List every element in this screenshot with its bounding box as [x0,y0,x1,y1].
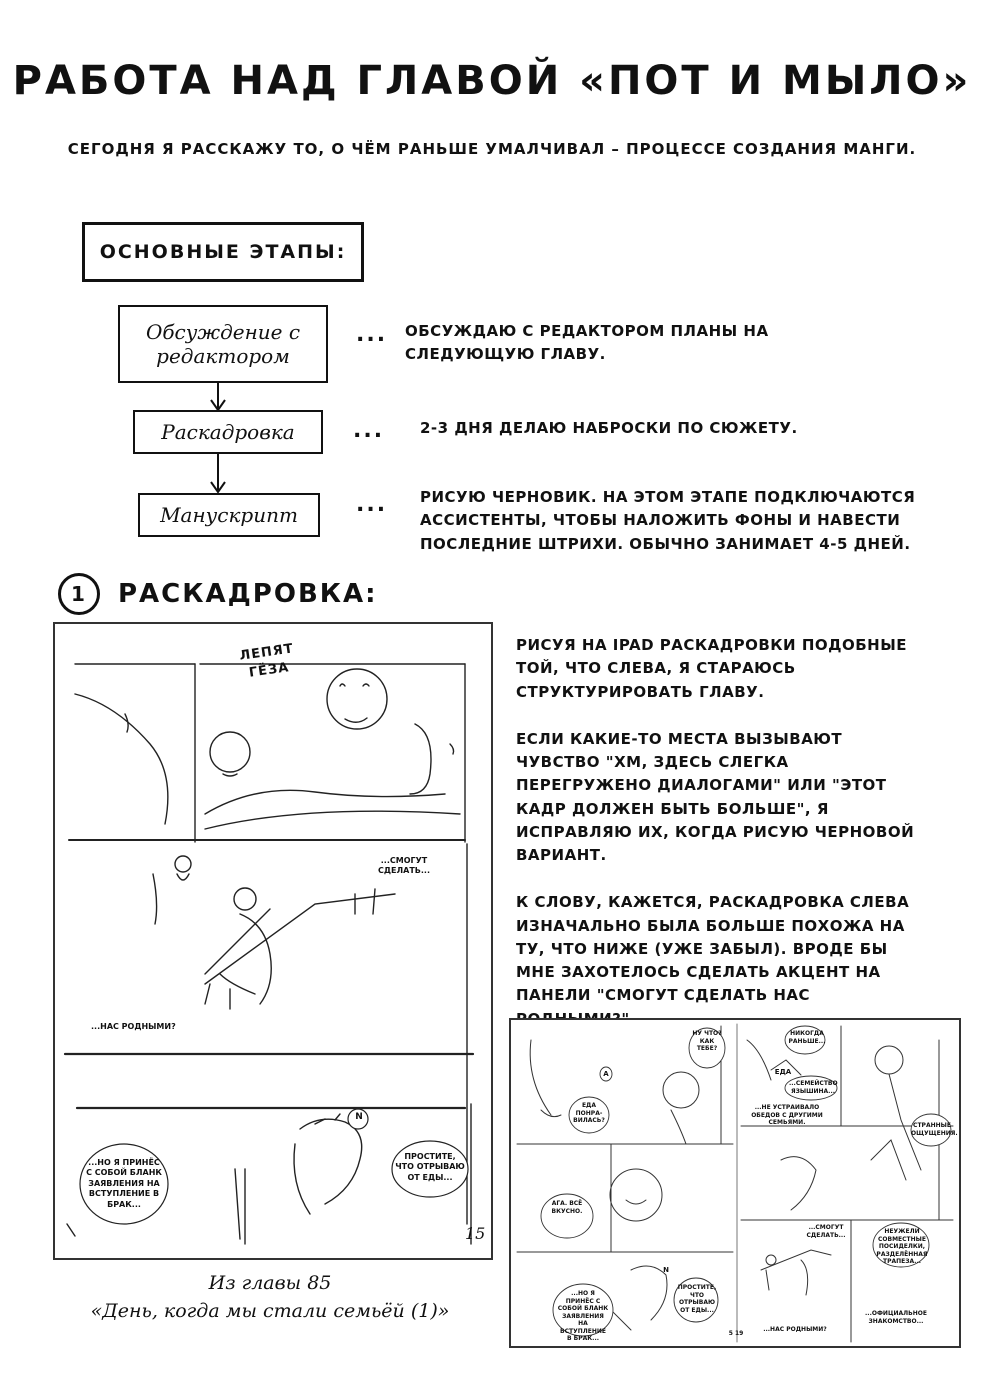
stage-manuscript-label: Манускрипт [160,503,298,527]
spread-bubble-8: ...СЕМЕЙСТВО ЯЗЫШИНА... [789,1080,838,1095]
section-number: 1 [71,582,87,606]
storyboard-bubble-4: ПРОСТИТЕ, ЧТО ОТРЫВАЮ ОТ ЕДЫ... [395,1152,465,1182]
stage-dots-2: ... [353,418,385,443]
spread-bubble-5: ПРОСТИТЕ, ЧТО ОТРЫВАЮ ОТ ЕДЫ... [677,1284,717,1314]
storyboard-page [53,622,493,1260]
storyboard-spread [509,1018,961,1348]
spread-bubble-13: НЕУЖЕЛИ СОВМЕСТНЫЕ ПОСИДЕЛКИ, РАЗДЕЛЁННАЯ ТРАПЕЗА... [876,1228,928,1265]
storyboard-bubble-2: ...НАС РОДНЫМИ? [91,1022,176,1031]
storyboard-letter: N [355,1112,363,1122]
desc-line: ОБСУЖДАЮ С РЕДАКТОРОМ ПЛАНЫ НА [405,322,769,340]
storyboard-sfx: ЛЕПЯТ ГЁЗА [238,641,295,681]
spread-bubble-10: СТРАННЫЕ ОЩУЩЕНИЯ. [911,1122,958,1137]
stage-storyboard-label: Раскадровка [161,420,295,444]
spread-letter-n: N [663,1266,669,1274]
spread-bubble-3: АГА. ВСЁ ВКУСНО. [551,1200,583,1215]
spread-letter-a: A [603,1070,609,1078]
section-heading [58,573,378,615]
desc-line: ПОСЛЕДНИЕ ШТРИХИ. ОБЫЧНО ЗАНИМАЕТ 4-5 ДНЕЙ. [420,534,911,553]
storyboard-bubble-1: ...СМОГУТ СДЕЛАТЬ... [378,856,430,876]
stage-storyboard-box [133,410,323,454]
stage-manuscript-box [138,493,320,537]
stage-discussion-box [118,305,328,383]
spread-bubble-11: ...СМОГУТ СДЕЛАТЬ... [806,1224,846,1239]
section-number-circle [58,573,100,615]
caption-line-2: «День, когда мы стали семьёй (1)» [90,1299,450,1322]
desc-line: СЛЕДУЮЩУЮ ГЛАВУ. [405,345,606,364]
stage-dots-3: ... [356,492,388,517]
stage-discussion-line2: редактором [156,344,290,368]
stages-heading: ОСНОВНЫЕ ЭТАПЫ: [99,241,347,263]
desc-line: РИСУЮ ЧЕРНОВИК. НА ЭТОМ ЭТАПЕ ПОДКЛЮЧАЮТСЯ [420,488,916,506]
spread-bubble-9: ...НЕ УСТРАИВАЛО ОБЕДОВ С ДРУГИМИ СЕМЬЯМИ. [751,1104,823,1126]
spread-bubble-2: ЕДА ПОНРА-ВИЛАСЬ? [573,1102,605,1124]
spread-bubble-14: ...ОФИЦИАЛЬНОЕ ЗНАКОМСТВО... [865,1310,927,1325]
side-explanation [516,634,926,1055]
storyboard-bubble-3: ...НО Я ПРИНЁС С СОБОЙ БЛАНК ЗАЯВЛЕНИЯ НА ВСТУПЛЕНИЕ В БРАК... [86,1158,162,1209]
stage-discussion-desc [405,320,769,367]
stage-manuscript-desc [420,486,915,556]
stage-storyboard-desc: 2-3 ДНЯ ДЕЛАЮ НАБРОСКИ ПО СЮЖЕТУ. [420,419,798,437]
storyboard-page-number: 15 [465,1224,486,1243]
spread-sfx-food: ЕДА [774,1068,792,1076]
side-paragraph-2: ЕСЛИ КАКИЕ-ТО МЕСТА ВЫЗЫВАЮТ ЧУВСТВО "ХМ, ЗДЕСЬ СЛЕГКА ПЕРЕГРУЖЕНО ДИАЛОГАМИ" ИЛИ "ЭТОТ КАДР ДОЛЖЕН БЫТЬ БОЛЬШЕ", Я ИСПРАВЛЯЮ ИХ, КОГДА РИСУЮ ЧЕРНОВОЙ ВАРИАНТ. [516,729,915,864]
desc-line: АССИСТЕНТЫ, ЧТОБЫ НАЛОЖИТЬ ФОНЫ И НАВЕСТИ [420,511,901,530]
spread-bubble-1: НУ ЧТО? КАК ТЕБЕ? [692,1030,722,1052]
section-title: РАСКАДРОВКА: [118,579,378,609]
spread-page-number: 5 19 [728,1330,744,1337]
page-subtitle: СЕГОДНЯ Я РАССКАЖУ ТО, О ЧЁМ РАНЬШЕ УМАЛЧИВАЛ – ПРОЦЕССЕ СОЗДАНИЯ МАНГИ. [67,140,917,158]
spread-bubble-4: ...НО Я ПРИНЁС С СОБОЙ БЛАНК ЗАЯВЛЕНИЯ НА ВСТУПЛЕНИЕ В БРАК... [557,1290,609,1342]
side-paragraph-3: К СЛОВУ, КАЖЕТСЯ, РАСКАДРОВКА СЛЕВА ИЗНАЧАЛЬНО БЫЛА БОЛЬШЕ ПОХОЖА НА ТУ, ЧТО НИЖЕ (УЖЕ ЗАБЫЛ). ВРОДЕ БЫ МНЕ ЗАХОТЕЛОСЬ СДЕЛАТЬ АКЦЕНТ НА ПАНЕЛИ "СМОГУТ СДЕЛАТЬ НАС [516,893,910,1005]
storyboard-caption [60,1270,480,1325]
page-title: РАБОТА НАД ГЛАВОЙ «ПОТ И МЫЛО» [12,58,972,104]
stage-dots-1: ... [356,322,388,347]
caption-line-1: Из главы 85 [208,1272,332,1294]
spread-bubble-12: ...НАС РОДНЫМИ? [763,1326,827,1333]
spread-bubble-6: НИКОГДА РАНЬШЕ... [788,1030,826,1045]
side-paragraph-1: РИСУЯ НА IPAD РАСКАДРОВКИ ПОДОБНЫЕ ТОЙ, ЧТО СЛЕВА, Я СТАРАЮСЬ СТРУКТУРИРОВАТЬ ГЛАВУ. [516,636,908,701]
stage-discussion-line1: Обсуждение с [145,320,301,344]
